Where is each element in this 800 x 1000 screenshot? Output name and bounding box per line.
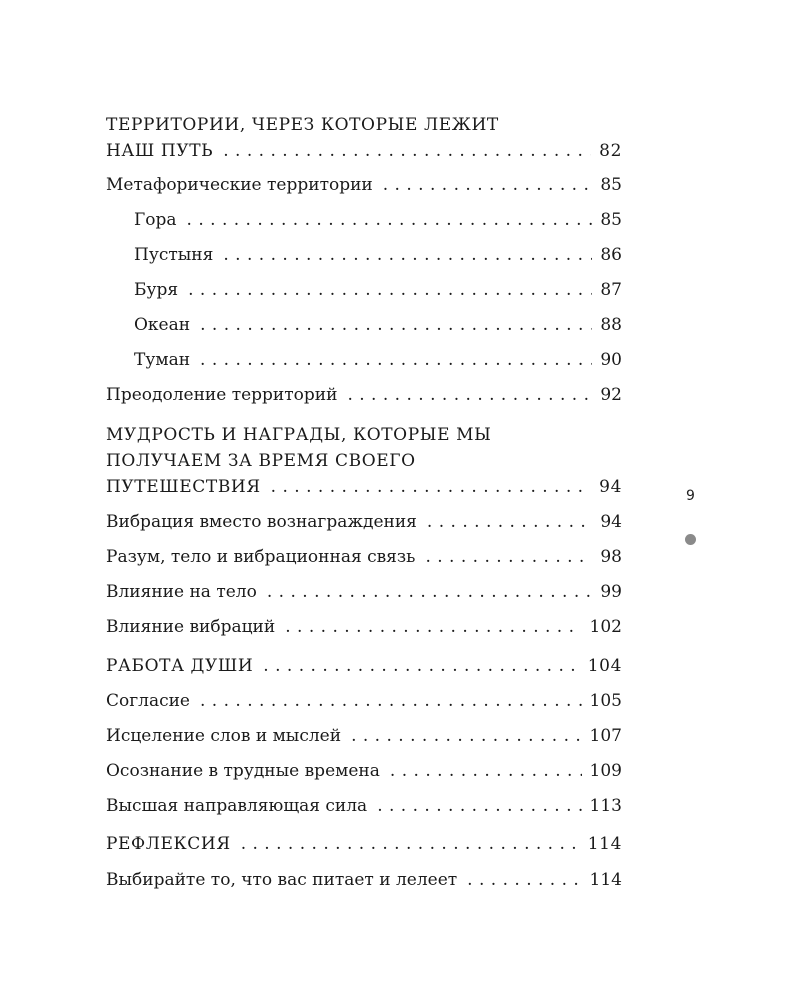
page-number-folio: 9 <box>686 488 695 504</box>
toc-entry[interactable] <box>106 172 622 198</box>
toc-entry[interactable] <box>106 509 622 535</box>
toc-section-entry[interactable] <box>106 653 622 679</box>
toc-page-number: 114 <box>589 870 622 890</box>
toc-subentry[interactable] <box>106 242 622 268</box>
toc-section <box>106 422 622 500</box>
toc-leader-dots <box>187 207 593 233</box>
toc-entry-title: Буря <box>134 280 179 300</box>
toc-entry-title: РЕФЛЕКСИЯ <box>106 834 231 854</box>
toc-entry-title: Разум, тело и вибрационная связь <box>106 547 416 567</box>
toc-page-number: 113 <box>589 796 622 816</box>
toc-page-number: 107 <box>589 726 622 746</box>
toc-page-number: 86 <box>600 245 622 265</box>
toc-leader-dots <box>467 867 581 893</box>
toc-page-number: 92 <box>600 385 622 405</box>
toc-section-heading-line: ТЕРРИТОРИИ, ЧЕРЕЗ КОТОРЫЕ ЛЕЖИТ <box>106 115 499 135</box>
toc-section-entry[interactable] <box>106 831 622 857</box>
toc-leader-dots <box>223 242 592 268</box>
toc-page-number: 98 <box>600 547 622 567</box>
toc-page-number: 85 <box>600 210 622 230</box>
toc-entry[interactable] <box>106 688 622 714</box>
toc-leader-dots <box>285 614 581 640</box>
toc-leader-dots <box>425 544 592 570</box>
toc-page-number: 104 <box>587 656 622 676</box>
toc-leader-dots <box>377 793 581 819</box>
toc-page-number: 87 <box>600 280 622 300</box>
toc-page-number: 102 <box>589 617 622 637</box>
toc-entry-title: Гора <box>134 210 177 230</box>
toc-page-number: 109 <box>589 761 622 781</box>
toc-entry-title: ПУТЕШЕСТВИЯ <box>106 477 261 497</box>
toc-page-number: 105 <box>589 691 622 711</box>
toc-page-number: 85 <box>600 175 622 195</box>
toc-entry-title: Влияние вибраций <box>106 617 276 637</box>
toc-leader-dots <box>427 509 592 535</box>
toc-page-number: 114 <box>587 834 622 854</box>
toc-entry-title: Осознание в трудные времена <box>106 761 380 781</box>
toc-subentry[interactable] <box>106 277 622 303</box>
toc-entry-title: НАШ ПУТЬ <box>106 141 214 161</box>
toc-entry-title: Согласие <box>106 691 190 711</box>
toc-entry-title: Преодоление территорий <box>106 385 338 405</box>
toc-leader-dots <box>200 347 592 373</box>
toc-section-heading-line: МУДРОСТЬ И НАГРАДЫ, КОТОРЫЕ МЫ <box>106 425 492 445</box>
toc-leader-dots <box>241 831 580 857</box>
toc-leader-dots <box>223 138 591 164</box>
toc-entry[interactable] <box>106 474 622 500</box>
toc-leader-dots <box>200 688 582 714</box>
toc-leader-dots <box>200 312 592 338</box>
table-of-contents <box>106 112 622 893</box>
toc-entry-title: Пустыня <box>134 245 214 265</box>
toc-page-number: 90 <box>600 350 622 370</box>
toc-entry-title: Вибрация вместо вознаграждения <box>106 512 417 532</box>
toc-page-number: 94 <box>599 477 622 497</box>
toc-entry-title: Океан <box>134 315 191 335</box>
toc-leader-dots <box>383 172 593 198</box>
toc-leader-dots <box>390 758 582 784</box>
toc-section <box>106 112 622 164</box>
toc-entry[interactable] <box>106 579 622 605</box>
toc-entry-title: Метафорические территории <box>106 175 373 195</box>
toc-entry-title: Исцеление слов и мыслей <box>106 726 342 746</box>
toc-entry[interactable] <box>106 793 622 819</box>
toc-entry[interactable] <box>106 138 622 164</box>
toc-page-number: 88 <box>600 315 622 335</box>
toc-subentry[interactable] <box>106 312 622 338</box>
toc-entry[interactable] <box>106 723 622 749</box>
toc-entry[interactable] <box>106 867 622 893</box>
toc-subentry[interactable] <box>106 347 622 373</box>
toc-entry[interactable] <box>106 614 622 640</box>
toc-subentry[interactable] <box>106 207 622 233</box>
toc-entry[interactable] <box>106 544 622 570</box>
toc-leader-dots <box>347 382 592 408</box>
toc-entry[interactable] <box>106 758 622 784</box>
toc-page-number: 94 <box>600 512 622 532</box>
toc-entry-title: Влияние на тело <box>106 582 257 602</box>
toc-entry-title: Туман <box>134 350 191 370</box>
toc-leader-dots <box>271 474 591 500</box>
toc-section-heading-line: ПОЛУЧАЕМ ЗА ВРЕМЯ СВОЕГО <box>106 451 416 471</box>
toc-leader-dots <box>188 277 592 303</box>
toc-page-number: 82 <box>599 141 622 161</box>
toc-entry-title: РАБОТА ДУШИ <box>106 656 254 676</box>
toc-entry-title: Высшая направляющая сила <box>106 796 368 816</box>
toc-entry-title: Выбирайте то, что вас питает и лелеет <box>106 870 458 890</box>
toc-entry[interactable] <box>106 382 622 408</box>
toc-leader-dots <box>351 723 581 749</box>
toc-leader-dots <box>267 579 593 605</box>
toc-leader-dots <box>263 653 579 679</box>
decorative-dot-icon <box>685 534 696 545</box>
toc-page-number: 99 <box>600 582 622 602</box>
